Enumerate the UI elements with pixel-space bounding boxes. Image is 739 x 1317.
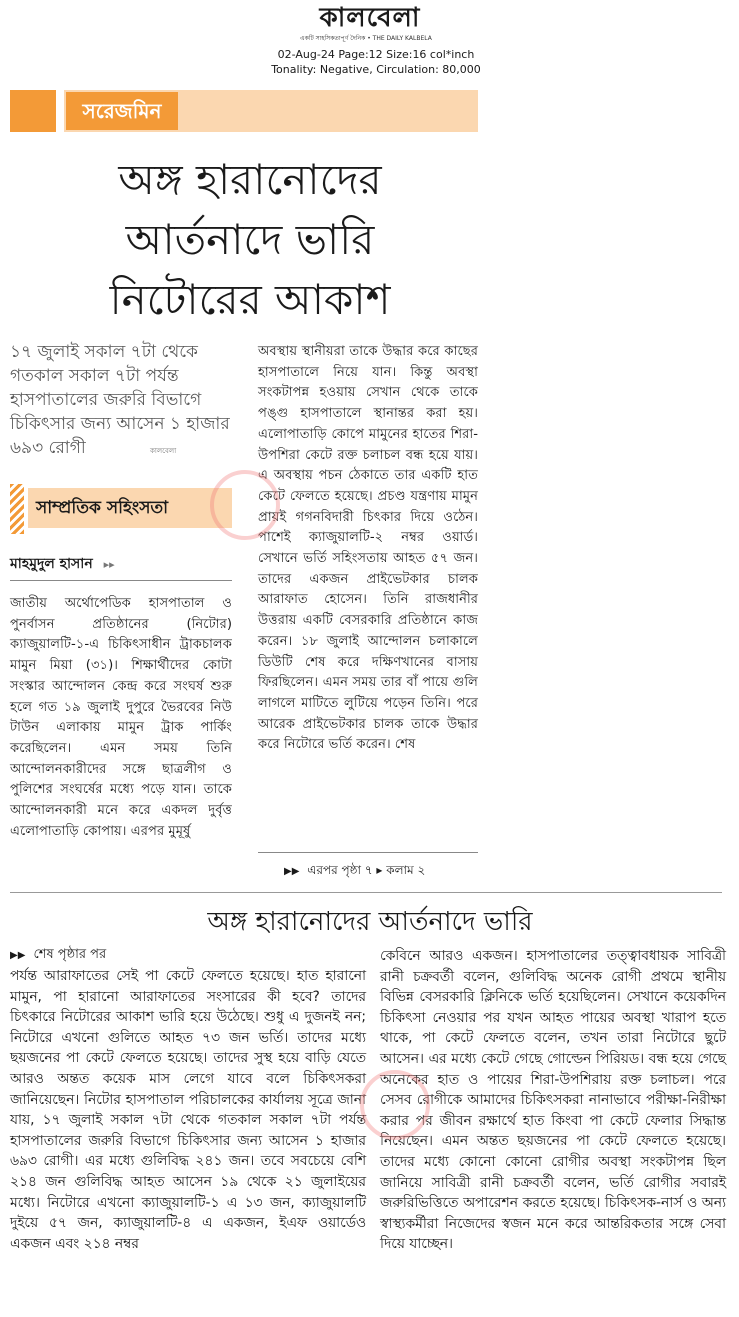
newspaper-tagline: একটি সাহসিকতাপূর্ণ দৈনিক • THE DAILY KALBELA [300, 35, 432, 42]
continue-reference [284, 862, 484, 882]
author-name: মাহমুদুল হাসান [10, 556, 93, 572]
double-arrow-icon: ▸▸ [103, 558, 115, 571]
watermark-circle [360, 1070, 430, 1140]
continuation-body-right: কেবিনে আরও একজন। হাসপাতালের তত্ত্বাবধায়ক সাবিত্রী রানী চক্রবর্তী বলেন, গুলিবিদ্ধ অনেক রোগী প্রথমে স্থানীয় বিভিন্ন বেসরকারি ক্লিনিকে ভর্তি হয়েছিলেন। সেখানে কয়েকদিন চিকিৎসা নেওয়ার পর যখন আহত পায়ের অবস্থা খারাপ হতে থাকে, পা কেটে ফেলতে বলেন, তখন তারা নিটোরে ছুটে আসেন। এর মধ্যে কেটে গেছে গোল্ডেন পিরিয়ড। বন্ধ হয়ে গেছে অনেকের হাত ও পায়ের শিরা-উপশিরায় রক্ত চলাচল। পরে সেসব রোগীকে আমাদের চিকিৎসকরা নানাভাবে পরীক্ষা-নিরীক্ষা করার পর জীবন রক্ষার্থে হাত কিংবা পা কেটে ফেলার সিদ্ধান্ত নিয়েছেন। এমন অন্তত ছয়জনের পা কেটে ফেলতে হয়েছে। তাদের মধ্যে কোনো কোনো রোগীর অবস্থা সংকটাপন্ন ছিল জানিয়ে সাবিত্রী রানী চক্রবর্তী বলেন, ভর্তি রোগীর সবারই জরুরিভিত্তিতে অপারেশন করতে হয়েছে। চিকিৎসক-নার্স ও অন্য স্বাস্থ্যকর্মীরা নিজেদের স্বজন মনে করে আন্তরিকতার সঙ্গে সেবা দিয়ে যাচ্ছেন। [380, 948, 726, 1253]
headline-line1: অঙ্গ হারানোদের [118, 155, 382, 204]
section-banner-square [10, 90, 56, 132]
clip-info-line2: Tonality: Negative, Circulation: 80,000 [271, 63, 481, 76]
fast-forward-icon: ▶▶ [284, 866, 300, 877]
category-label: সাম্প্রতিক সহিংসতা [28, 488, 232, 528]
page-divider [10, 892, 722, 893]
continuation-label [10, 945, 106, 966]
pull-quote-brand: কালবেলা [150, 447, 177, 455]
divider [258, 852, 478, 853]
divider [10, 580, 232, 581]
headline-line2: আর্তনাদে ভারি [125, 215, 375, 264]
continue-text: এরপর পৃষ্ঠা ৭ ▸ কলাম ২ [307, 863, 426, 877]
headline-line3: নিটোরের আকাশ [109, 275, 391, 324]
headline [30, 150, 470, 330]
clip-info [256, 47, 496, 77]
continuation-headline: অঙ্গ হারানোদের আর্তনাদে ভারি [207, 907, 533, 937]
fast-forward-icon: ▶▶ [10, 950, 26, 961]
newspaper-logo: কালবেলা [319, 3, 421, 33]
pull-quote: ১৭ জুলাই সকাল ৭টা থেকে গতকাল সকাল ৭টা পর্যন্ত হাসপাতালের জরুরি বিভাগে চিকিৎসার জন্য আসেন ১ হাজার ৬৯৩ রোগী [10, 342, 230, 458]
article-body-right: অবস্থায় স্থানীয়রা তাকে উদ্ধার করে কাছের হাসপাতালে নিয়ে যান। কিন্তু অবস্থা সংকটাপন্ন হওয়ায় সেখান থেকে তাকে পঙ্গু হাসপাতালে স্থানান্তর করা হয়। এলোপাতাড়ি কোপে মামুনের হাতের শিরা-উপশিরা কেটে রক্ত চলাচল বন্ধ হয়ে যায়। এ অবস্থায় পচন ঠেকাতে তার একটি হাত কেটে ফেলতে হয়েছে। প্রচণ্ড যন্ত্রণায় মামুন প্রায়ই গগনবিদারী চিৎকার দিয়ে ওঠেন। পাশেই ক্যাজুয়ালটি-২ নম্বর ওয়ার্ড। সেখানে ভর্তি সহিংসতায় আহত ৫৭ জন। তাদের একজন প্রাইভেটকার চালক আরাফাত হোসেন। তিনি রাজধানীর উত্তরায় একটি বেসরকারি প্রতিষ্ঠানে কাজ করেন। ১৮ জুলাই আন্দোলন চলাকালে ডিউটি শেষ করে দক্ষিণখানের বাসায় ফিরছিলেন। এমন সময় তার বাঁ পায়ে গুলি লাগলে মাটিতে লুটিয়ে পড়েন তিনি। পরে আরেক প্রাইভেটকার চালক তাকে উদ্ধার করে নিটোরে ভর্তি করেন। শেষ [258, 344, 478, 753]
continuation-body-left: পর্যন্ত আরাফাতের সেই পা কেটে ফেলতে হয়েছে। হাত হারানো মামুন, পা হারানো আরাফাতের সংসারের কী হবে? তাদের চিৎকারে নিটোরের আকাশ ভারি হয়ে উঠেছে। শুধু এ দুজনই নন; নিটোরে এখনো গুলিতে আহত ৭৩ জন ভর্তি। তাদের মধ্যে ছয়জনের পা কেটে ফেলতে হয়েছে। তাদের সুস্থ হয়ে বাড়ি যেতে আরও অন্তত কয়েক মাস লেগে যাবে বলে চিকিৎসকরা জানিয়েছেন। নিটোর হাসপাতাল পরিচালকের কার্যালয় সূত্রে জানা যায়, ১৭ জুলাই সকাল ৭টা থেকে গতকাল সকাল ৭টা পর্যন্ত হাসপাতালের জরুরি বিভাগে চিকিৎসার জন্য আসেন ১ হাজার ৬৯৩ রোগী। এর মধ্যে গুলিবিদ্ধ ২৪১ জন। তবে সবচেয়ে বেশি ২১৪ জন গুলিবিদ্ধ আহত আসেন ১৯ থেকে ২১ জুলাইয়ের মধ্যে। নিটোরে এখনো ক্যাজুয়ালটি-১ এ ১৩ জন, ক্যাজুয়ালটি দুইয়ে ৫৭ জন, ক্যাজুয়ালটি-৪ এ একজন, ইএফ ওয়ার্ডেও একজন এবং ২১৪ নম্বর [10, 968, 367, 1252]
continuation-label-text: শেষ পৃষ্ঠার পর [33, 947, 107, 962]
category-decoration [10, 484, 24, 534]
watermark-circle [210, 470, 280, 540]
section-label: সরেজমিন [66, 92, 178, 130]
article-body-left: জাতীয় অর্থোপেডিক হাসপাতাল ও পুনর্বাসন প্রতিষ্ঠানের (নিটোর) ক্যাজুয়ালটি-১-এ চিকিৎসাধীন ট্রাকচালক মামুন মিয়া (৩১)। শিক্ষার্থীদের কোটা সংস্কার আন্দোলন কেন্দ্র করে সংঘর্ষ শুরু হলে গত ১৯ জুলাই দুপুরে ভৈরবের নিউ টাউন এলাকায় মামুন ট্রাক পার্কিং করেছিলেন। এমন সময় তিনি আন্দোলনকারীদের সঙ্গে ছাত্রলীগ ও পুলিশের সংঘর্ষের মধ্যে পড়ে যান। তাকে আন্দোলনকারী মনে করে একদল দুর্বৃত্ত এলোপাতাড়ি কোপায়। এরপর মুমূর্ষু [10, 596, 232, 839]
clip-info-line1: 02-Aug-24 Page:12 Size:16 col*inch [277, 48, 475, 61]
byline [10, 552, 115, 576]
